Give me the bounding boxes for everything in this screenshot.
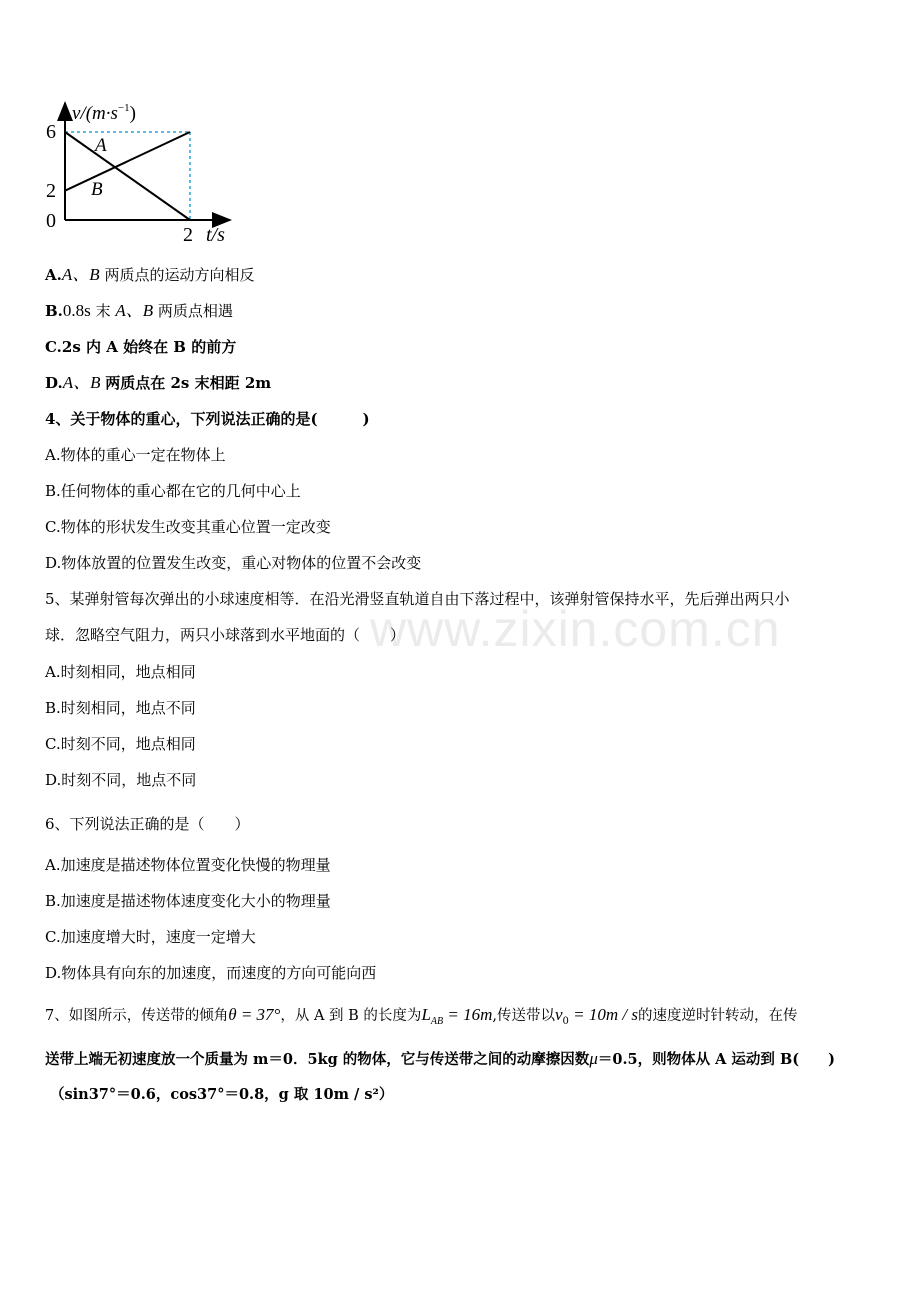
q5-stem-line2: 球．忽略空气阻力，两只小球落到水平地面的（ ） [45,626,406,644]
watermark: www.zixin.com.cn [370,601,781,657]
q3-option-a: A.A、B 两质点的运动方向相反 [45,265,255,284]
y-tick-2: 2 [46,180,56,202]
y-tick-0: 0 [46,210,56,232]
q4-stem: 4、关于物体的重心，下列说法正确的是( ) [45,410,370,428]
series-line-a [65,132,190,220]
line-b-label: B [91,179,103,200]
y-tick-6: 6 [46,121,56,143]
q4-option-c: C.物体的形状发生改变其重心位置一定改变 [45,518,331,536]
velocity-time-graph [40,95,300,255]
series-line-b [65,132,190,191]
q5-option-c: C.时刻不同，地点相同 [45,735,196,753]
q5-option-b: B.时刻相同，地点不同 [45,699,196,717]
q6-stem: 6、下列说法正确的是（ ） [45,815,250,833]
q4-option-a: A.物体的重心一定在物体上 [45,446,226,464]
x-axis-label: t/s [206,224,225,246]
q5-option-a: A.时刻相同，地点相同 [45,663,196,681]
line-a-label: A [95,135,107,156]
q4-option-d: D.物体放置的位置发生改变，重心对物体的位置不会改变 [45,554,422,572]
q5-stem-line1: 5、某弹射管每次弹出的小球速度相等．在沿光滑竖直轨道自由下落过程中，该弹射管保持水平，先后弹出两只小 [45,590,790,608]
q6-option-b: B.加速度是描述物体速度变化大小的物理量 [45,892,331,910]
y-axis-label: $v/(m\cdot s^{-1})$ [72,102,136,124]
q7-stem-line3: （sin37°＝0.6，cos37°＝0.8，g 取 10m / s²） [50,1086,394,1103]
q6-option-a: A.加速度是描述物体位置变化快慢的物理量 [45,856,331,874]
q3-option-c: C.2s 内 A 始终在 B 的前方 [45,338,237,356]
q4-option-b: B.任何物体的重心都在它的几何中心上 [45,482,301,500]
q6-option-d: D.物体具有向东的加速度，而速度的方向可能向西 [45,964,377,982]
q7-stem-line1: 7、如图所示，传送带的倾角θ = 37°，从 A 到 B 的长度为$L_{AB} = 16m$,传送带以$v_0 = 10m / s$的速度逆时针转动，在传 [45,1005,798,1027]
q5-option-d: D.时刻不同，地点不同 [45,771,197,789]
x-tick-2: 2 [183,224,193,246]
q3-option-d: D.A、B 两质点在 2s 末相距 2m [45,373,272,392]
q3-option-b: B.0.8s 末 A、B 两质点相遇 [45,301,233,320]
q6-option-c: C.加速度增大时，速度一定增大 [45,928,256,946]
q7-stem-line2: 送带上端无初速度放一个质量为 m＝0．5kg 的物体，它与传送带之间的动摩擦因数μ＝0.5，则物体从 A 运动到 B( ) [45,1049,835,1068]
